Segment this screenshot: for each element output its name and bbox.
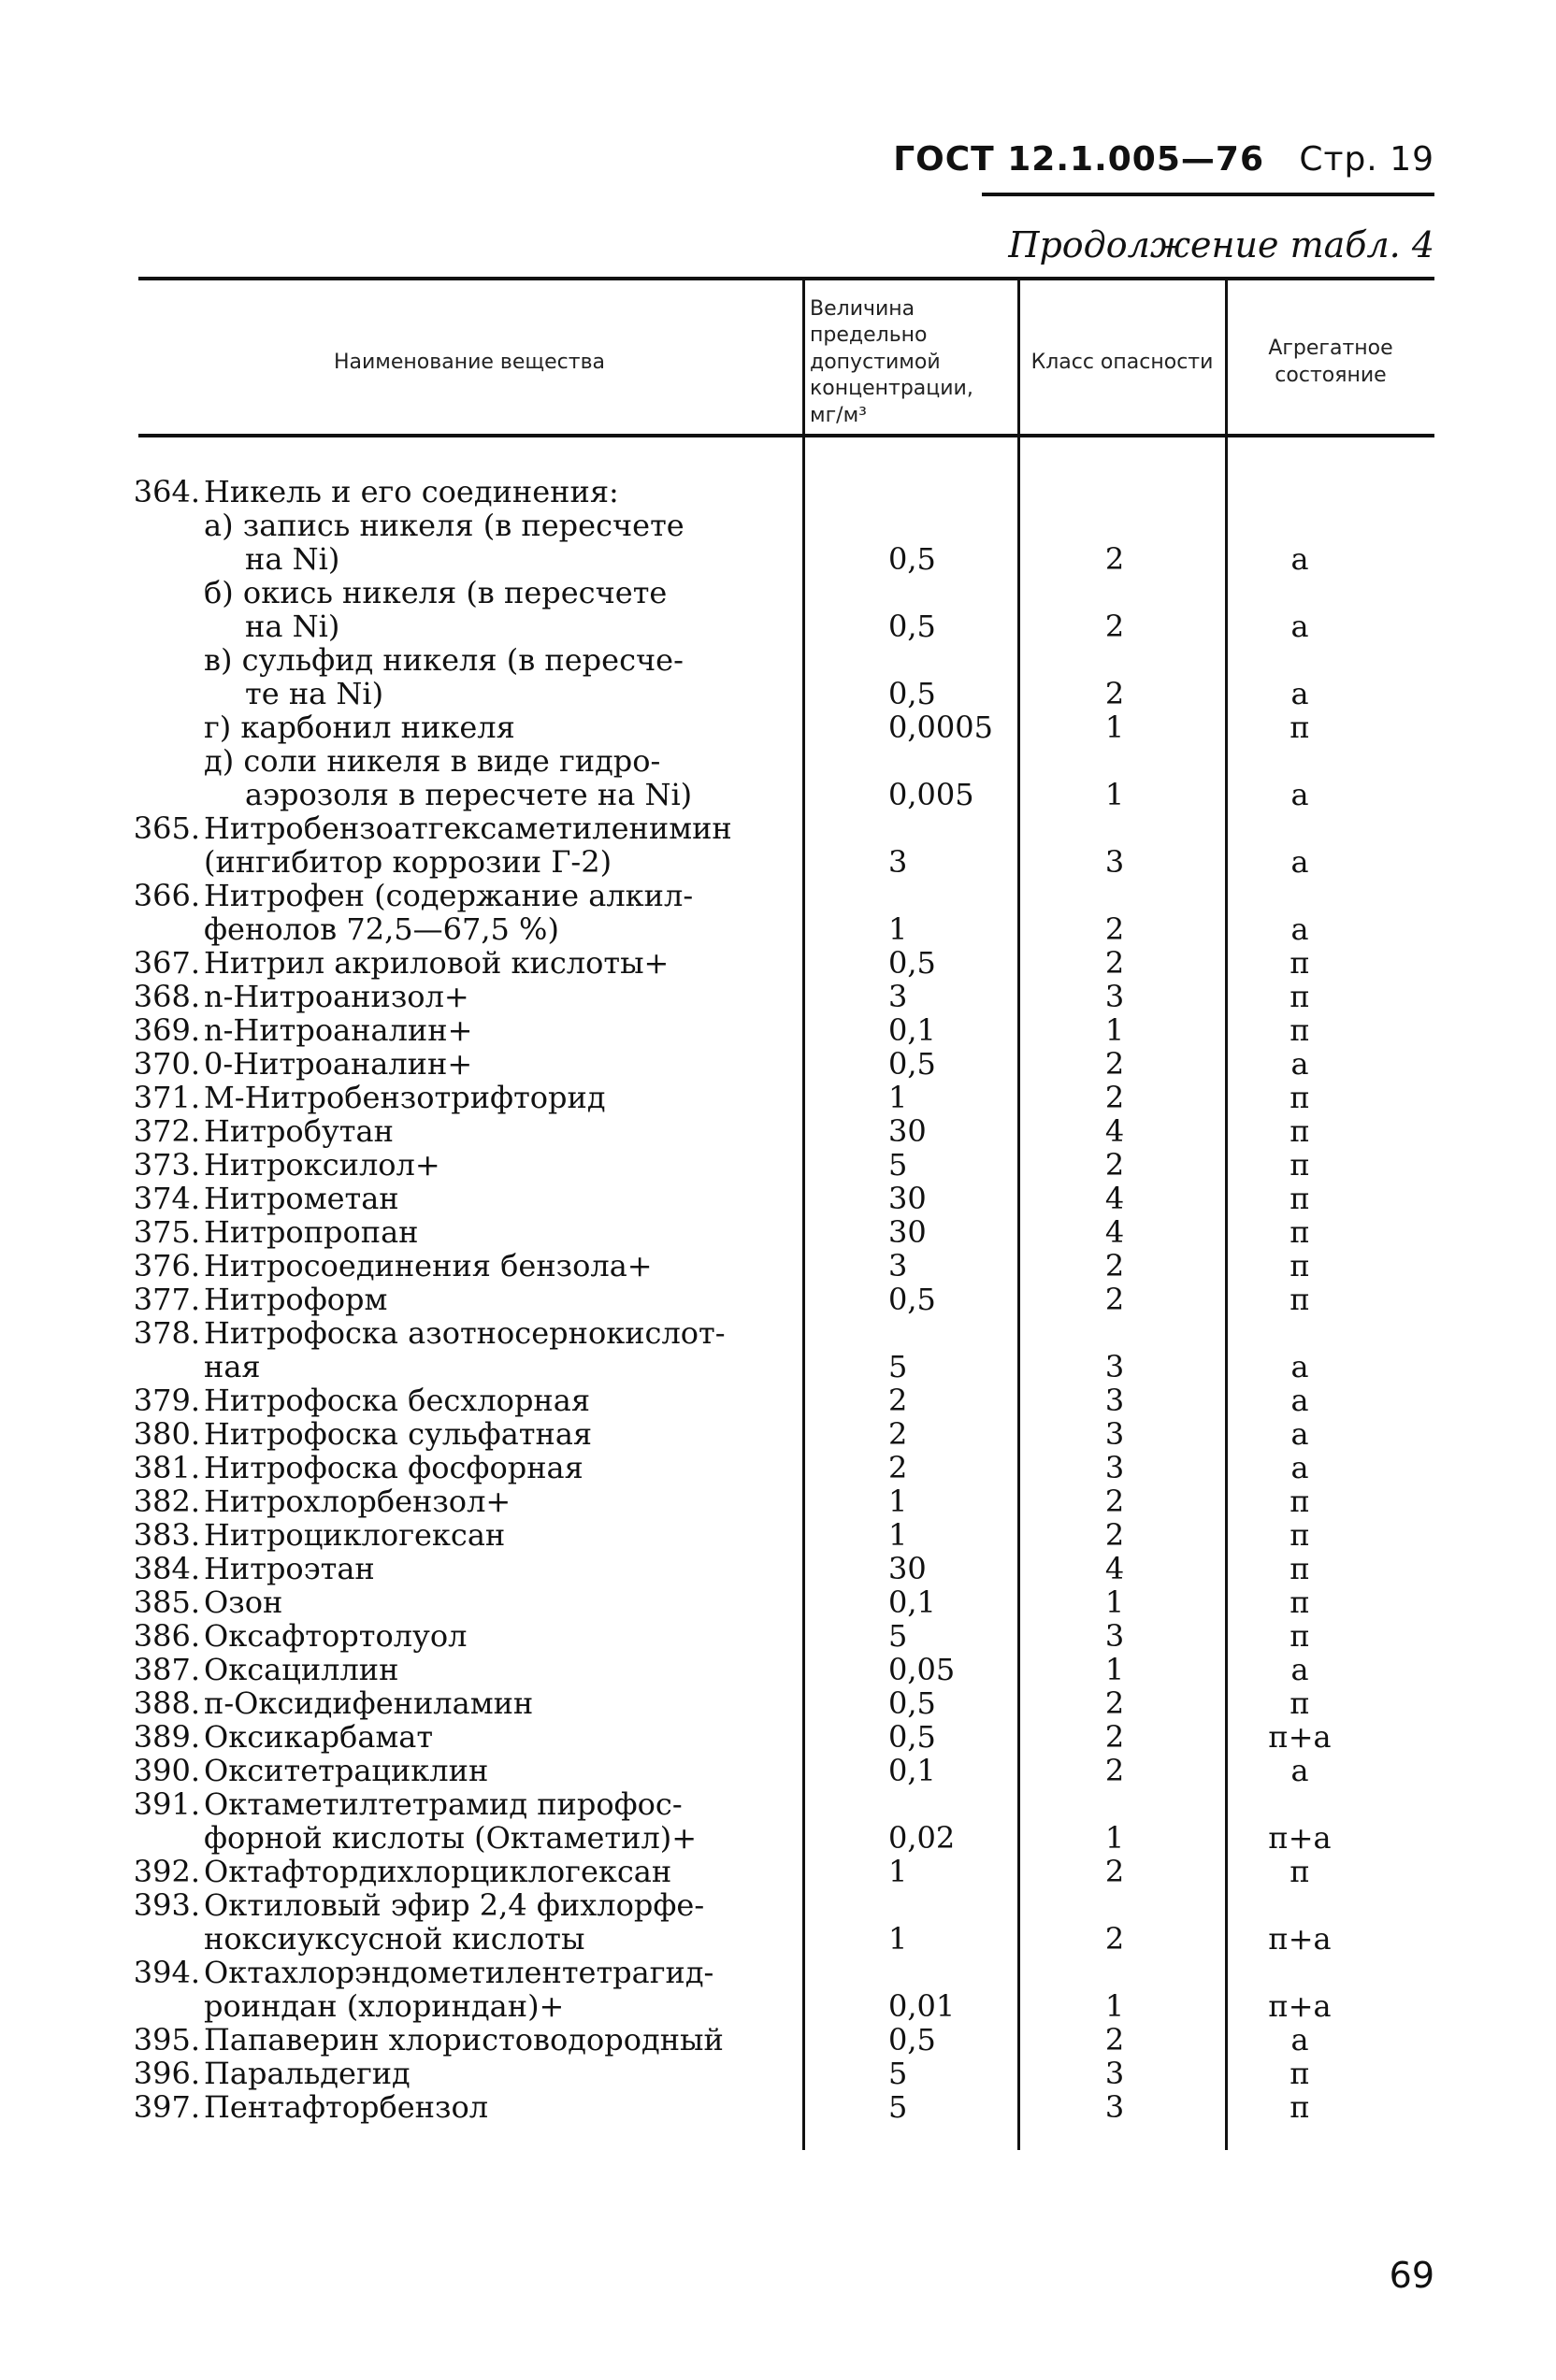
aggregate-state: а (1290, 1652, 1309, 1687)
substance-name: Озон (204, 1584, 283, 1620)
hazard-class: 1 (1104, 1012, 1125, 1048)
max-concentration: 0,5 (888, 2022, 936, 2057)
table-row (0, 1148, 1556, 1182)
substance-name: Октахлорэндометилентетрагид- (204, 1955, 714, 1990)
hazard-class: 1 (1104, 710, 1125, 745)
aggregate-state: п (1289, 1517, 1310, 1553)
table-row (0, 1686, 1556, 1720)
substance-name: Нитрохлорбензол+ (204, 1484, 511, 1519)
hazard-class: 4 (1104, 1551, 1125, 1586)
hazard-class: 2 (1104, 541, 1125, 577)
substance-name: Пентафторбензол (204, 2089, 489, 2125)
row-number: 372. (133, 1113, 200, 1149)
substance-name: Нитробензоатгексаметиленимин (204, 810, 732, 846)
aggregate-state: п (1289, 1147, 1310, 1183)
aggregate-state: п (1289, 1181, 1310, 1216)
substance-name: Паральдегид (204, 2056, 411, 2091)
substance-name: Нитроциклогексан (204, 1517, 506, 1553)
aggregate-state: п (1289, 1618, 1310, 1654)
max-concentration: 0,5 (888, 1685, 936, 1721)
substance-name: а) запись никеля (в пересчете (204, 508, 684, 543)
page-label: Стр. 19 (1299, 140, 1434, 179)
substance-name: Нитрофен (содержание алкил- (204, 878, 694, 913)
substance-name: роиндан (хлориндан)+ (204, 1988, 565, 2024)
substance-name: n-Нитроанизол+ (204, 979, 469, 1014)
substance-name: Нитробутан (204, 1113, 394, 1149)
substance-name: Никель и его соединения: (204, 474, 619, 509)
table-row (0, 1922, 1556, 1956)
substance-name: Папаверин хлористоводородный (204, 2022, 724, 2057)
table-row (0, 778, 1556, 811)
row-number: 365. (133, 810, 200, 846)
hazard-class: 4 (1104, 1214, 1125, 1250)
hazard-class: 2 (1104, 1080, 1125, 1115)
substance-name: Оксафтортолуол (204, 1618, 468, 1654)
substance-name: на Ni) (245, 541, 340, 577)
aggregate-state: п+а (1268, 1820, 1332, 1856)
row-number: 369. (133, 1012, 200, 1048)
hazard-class: 2 (1104, 1147, 1125, 1183)
hazard-class: 3 (1104, 1349, 1125, 1384)
max-concentration: 0,5 (888, 609, 936, 644)
table-row (0, 1989, 1556, 2023)
max-concentration: 0,005 (888, 777, 974, 812)
hazard-class: 1 (1104, 777, 1125, 812)
table-row (0, 710, 1556, 744)
max-concentration: 3 (888, 979, 908, 1014)
row-number: 375. (133, 1214, 200, 1250)
hazard-class: 2 (1104, 1046, 1125, 1082)
aggregate-state: а (1290, 911, 1309, 947)
hazard-class: 2 (1104, 1719, 1125, 1755)
aggregate-state: а (1290, 676, 1309, 711)
table-row (0, 1821, 1556, 1855)
table-row (0, 1619, 1556, 1653)
substance-name: б) окись никеля (в пересчете (204, 575, 668, 610)
aggregate-state: п (1289, 1214, 1310, 1250)
row-number: 370. (133, 1046, 200, 1082)
table-row (0, 1047, 1556, 1081)
hazard-class: 2 (1104, 1282, 1125, 1317)
table-row (0, 1451, 1556, 1484)
table-row (0, 1888, 1556, 1922)
row-number: 395. (133, 2022, 200, 2057)
max-concentration: 3 (888, 844, 908, 880)
table-row (0, 1384, 1556, 1417)
substance-name: Октиловый эфир 2,4 фихлорфе- (204, 1887, 705, 1923)
table-row (0, 1215, 1556, 1249)
hazard-class: 3 (1104, 2089, 1125, 2125)
max-concentration: 2 (888, 1450, 908, 1485)
max-concentration: 0,5 (888, 1046, 936, 1082)
table-row (0, 576, 1556, 609)
substance-name: Нитрофоска фосфорная (204, 1450, 584, 1485)
aggregate-state: п+а (1268, 1988, 1332, 2024)
hazard-class: 3 (1104, 1383, 1125, 1418)
hazard-class: 3 (1104, 1618, 1125, 1654)
table-row (0, 1585, 1556, 1619)
table-row (0, 980, 1556, 1013)
hazard-class: 3 (1104, 1450, 1125, 1485)
hazard-class: 4 (1104, 1113, 1125, 1149)
max-concentration: 30 (888, 1181, 927, 1216)
table-row (0, 1855, 1556, 1888)
aggregate-state: а (1290, 541, 1309, 577)
hazard-class: 2 (1104, 1685, 1125, 1721)
substance-name: ная (204, 1349, 261, 1384)
table-row (0, 744, 1556, 778)
substance-name: n-Нитроаналин+ (204, 1012, 473, 1048)
max-concentration: 1 (888, 911, 908, 947)
hazard-class: 1 (1104, 1652, 1125, 1687)
substance-name: Оксикарбамат (204, 1719, 434, 1755)
standard-code: ГОСТ 12.1.005—76 (893, 140, 1264, 179)
substance-name: Нитроксилол+ (204, 1147, 440, 1183)
hazard-class: 2 (1104, 1921, 1125, 1957)
column-header-name: Наименование вещества (333, 350, 606, 374)
max-concentration: 0,5 (888, 676, 936, 711)
row-number: 390. (133, 1753, 200, 1788)
table-row (0, 1081, 1556, 1114)
table-row (0, 946, 1556, 980)
row-number: 383. (133, 1517, 200, 1553)
table-top-rule (138, 277, 1434, 280)
substance-name: Нитрил акриловой кислоты+ (204, 945, 670, 981)
substance-name: М-Нитробензотрифторид (204, 1080, 606, 1115)
substance-name: 0-Нитроаналин+ (204, 1046, 473, 1082)
row-number: 378. (133, 1315, 200, 1351)
table-row (0, 845, 1556, 879)
aggregate-state: а (1290, 844, 1309, 880)
row-number: 391. (133, 1786, 200, 1822)
substance-table-body (0, 475, 1556, 2124)
table-row (0, 1518, 1556, 1552)
row-number: 388. (133, 1685, 200, 1721)
aggregate-state: п (1289, 1248, 1310, 1283)
hazard-class: 1 (1104, 1820, 1125, 1856)
row-number: 366. (133, 878, 200, 913)
row-number: 373. (133, 1147, 200, 1183)
row-number: 387. (133, 1652, 200, 1687)
hazard-class: 3 (1104, 979, 1125, 1014)
aggregate-state: п (1289, 1854, 1310, 1889)
aggregate-state: п (1289, 1584, 1310, 1620)
max-concentration: 1 (888, 1484, 908, 1519)
aggregate-state: а (1290, 1349, 1309, 1384)
hazard-class: 4 (1104, 1181, 1125, 1216)
table-row (0, 1484, 1556, 1518)
row-number: 368. (133, 979, 200, 1014)
row-number: 379. (133, 1383, 200, 1418)
aggregate-state: а (1290, 1416, 1309, 1452)
table-row (0, 1754, 1556, 1787)
column-header-concentration: Величина предельно допустимой концентрации, мг/м³ (810, 296, 973, 427)
max-concentration: 1 (888, 1854, 908, 1889)
max-concentration: 0,05 (888, 1652, 956, 1687)
table-row (0, 609, 1556, 643)
hazard-class: 1 (1104, 1988, 1125, 2024)
max-concentration: 1 (888, 1517, 908, 1553)
max-concentration: 5 (888, 1147, 908, 1183)
hazard-class: 2 (1104, 945, 1125, 981)
row-number: 367. (133, 945, 200, 981)
row-number: 396. (133, 2056, 200, 2091)
table-row (0, 811, 1556, 845)
table-row (0, 1249, 1556, 1283)
table-row (0, 677, 1556, 710)
hazard-class: 3 (1104, 1416, 1125, 1452)
aggregate-state: п (1289, 710, 1310, 745)
hazard-class: 2 (1104, 911, 1125, 947)
table-row (0, 1417, 1556, 1451)
aggregate-state: п (1289, 1282, 1310, 1317)
row-number: 394. (133, 1955, 200, 1990)
substance-name: аэрозоля в пересчете на Ni) (245, 777, 693, 812)
aggregate-state: п (1289, 1551, 1310, 1586)
row-number: 376. (133, 1248, 200, 1283)
substance-name: те на Ni) (245, 676, 384, 711)
max-concentration: 2 (888, 1416, 908, 1452)
row-number: 385. (133, 1584, 200, 1620)
substance-name: Нитроформ (204, 1282, 388, 1317)
table-row (0, 475, 1556, 509)
row-number: 381. (133, 1450, 200, 1485)
max-concentration: 0,5 (888, 1719, 936, 1755)
substance-name: в) сульфид никеля (в пересче- (204, 642, 684, 678)
substance-name: Октафтордихлорциклогексан (204, 1854, 672, 1889)
substance-name: Нитрофоска сульфатная (204, 1416, 593, 1452)
table-row (0, 542, 1556, 576)
substance-name: Нитропропан (204, 1214, 419, 1250)
column-header-class: Класс опасности (1030, 350, 1214, 374)
table-row (0, 1552, 1556, 1585)
max-concentration: 0,5 (888, 541, 936, 577)
aggregate-state: а (1290, 1450, 1309, 1485)
table-row (0, 1350, 1556, 1384)
row-number: 380. (133, 1416, 200, 1452)
max-concentration: 0,1 (888, 1584, 936, 1620)
substance-name: Нитрофоска бесхлорная (204, 1383, 591, 1418)
max-concentration: 5 (888, 2056, 908, 2091)
substance-name: фенолов 72,5—67,5 %) (204, 911, 559, 947)
hazard-class: 2 (1104, 1248, 1125, 1283)
row-number: 377. (133, 1282, 200, 1317)
max-concentration: 30 (888, 1113, 927, 1149)
table-row (0, 1182, 1556, 1215)
aggregate-state: п (1289, 2056, 1310, 2091)
table-row (0, 1956, 1556, 1989)
row-number: 384. (133, 1551, 200, 1586)
aggregate-state: а (1290, 1383, 1309, 1418)
max-concentration: 0,02 (888, 1820, 956, 1856)
aggregate-state: п (1289, 945, 1310, 981)
substance-name: Оксациллин (204, 1652, 399, 1687)
hazard-class: 2 (1104, 609, 1125, 644)
substance-name: форной кислоты (Октаметил)+ (204, 1820, 698, 1856)
max-concentration: 0,1 (888, 1753, 936, 1788)
max-concentration: 2 (888, 1383, 908, 1418)
max-concentration: 5 (888, 1618, 908, 1654)
aggregate-state: а (1290, 777, 1309, 812)
substance-name: Нитроэтан (204, 1551, 375, 1586)
hazard-class: 2 (1104, 1484, 1125, 1519)
substance-name: Октаметилтетрамид пирофос- (204, 1786, 683, 1822)
table-header-rule (138, 434, 1434, 437)
aggregate-state: а (1290, 1046, 1309, 1082)
table-row (0, 643, 1556, 677)
substance-name: на Ni) (245, 609, 340, 644)
aggregate-state: п (1289, 2089, 1310, 2125)
hazard-class: 2 (1104, 1517, 1125, 1553)
max-concentration: 5 (888, 1349, 908, 1384)
row-number: 389. (133, 1719, 200, 1755)
max-concentration: 30 (888, 1214, 927, 1250)
table-row (0, 1653, 1556, 1686)
row-number: 397. (133, 2089, 200, 2125)
max-concentration: 0,1 (888, 1012, 936, 1048)
table-continuation-caption: Продолжение табл. 4 (1008, 224, 1434, 265)
aggregate-state: а (1290, 609, 1309, 644)
row-number: 392. (133, 1854, 200, 1889)
row-number: 364. (133, 474, 200, 509)
table-row (0, 1114, 1556, 1148)
max-concentration: 1 (888, 1080, 908, 1115)
max-concentration: 0,5 (888, 945, 936, 981)
aggregate-state: п (1289, 1012, 1310, 1048)
row-number: 382. (133, 1484, 200, 1519)
aggregate-state: п (1289, 1685, 1310, 1721)
hazard-class: 2 (1104, 2022, 1125, 2057)
substance-name: п-Оксидифениламин (204, 1685, 534, 1721)
max-concentration: 0,0005 (888, 710, 993, 745)
max-concentration: 30 (888, 1551, 927, 1586)
substance-name: Нитрометан (204, 1181, 399, 1216)
aggregate-state: п (1289, 1484, 1310, 1519)
hazard-class: 2 (1104, 676, 1125, 711)
aggregate-state: п+а (1268, 1921, 1332, 1957)
table-row (0, 2023, 1556, 2057)
aggregate-state: а (1290, 2022, 1309, 2057)
hazard-class: 1 (1104, 1584, 1125, 1620)
aggregate-state: п+а (1268, 1719, 1332, 1755)
max-concentration: 0,5 (888, 1282, 936, 1317)
substance-name: д) соли никеля в виде гидро- (204, 743, 661, 779)
aggregate-state: п (1289, 979, 1310, 1014)
max-concentration: 1 (888, 1921, 908, 1957)
page-header (893, 140, 1434, 179)
row-number: 374. (133, 1181, 200, 1216)
hazard-class: 2 (1104, 1753, 1125, 1788)
row-number: 393. (133, 1887, 200, 1923)
header-rule (982, 193, 1434, 196)
substance-name: Нитрофоска азотносернокислот- (204, 1315, 726, 1351)
table-row (0, 912, 1556, 946)
row-number: 371. (133, 1080, 200, 1115)
hazard-class: 3 (1104, 844, 1125, 880)
max-concentration: 3 (888, 1248, 908, 1283)
table-row (0, 1283, 1556, 1316)
aggregate-state: п (1289, 1113, 1310, 1149)
max-concentration: 5 (888, 2089, 908, 2125)
table-row (0, 1013, 1556, 1047)
table-row (0, 879, 1556, 912)
aggregate-state: п (1289, 1080, 1310, 1115)
substance-name: (ингибитор коррозии Г-2) (204, 844, 612, 880)
substance-name: Окситетрациклин (204, 1753, 489, 1788)
column-header-state: Агрегатное состояние (1268, 337, 1393, 387)
row-number: 386. (133, 1618, 200, 1654)
substance-name: г) карбонил никеля (204, 710, 515, 745)
substance-name: ноксиуксусной кислоты (204, 1921, 585, 1957)
table-row (0, 1720, 1556, 1754)
table-row (0, 1787, 1556, 1821)
page-number: 69 (1389, 2255, 1434, 2296)
aggregate-state: а (1290, 1753, 1309, 1788)
max-concentration: 0,01 (888, 1988, 956, 2024)
table-row (0, 2057, 1556, 2090)
table-row (0, 2090, 1556, 2124)
hazard-class: 2 (1104, 1854, 1125, 1889)
substance-name: Нитросоединения бензола+ (204, 1248, 653, 1283)
hazard-class: 3 (1104, 2056, 1125, 2091)
table-row (0, 1316, 1556, 1350)
table-row (0, 509, 1556, 542)
